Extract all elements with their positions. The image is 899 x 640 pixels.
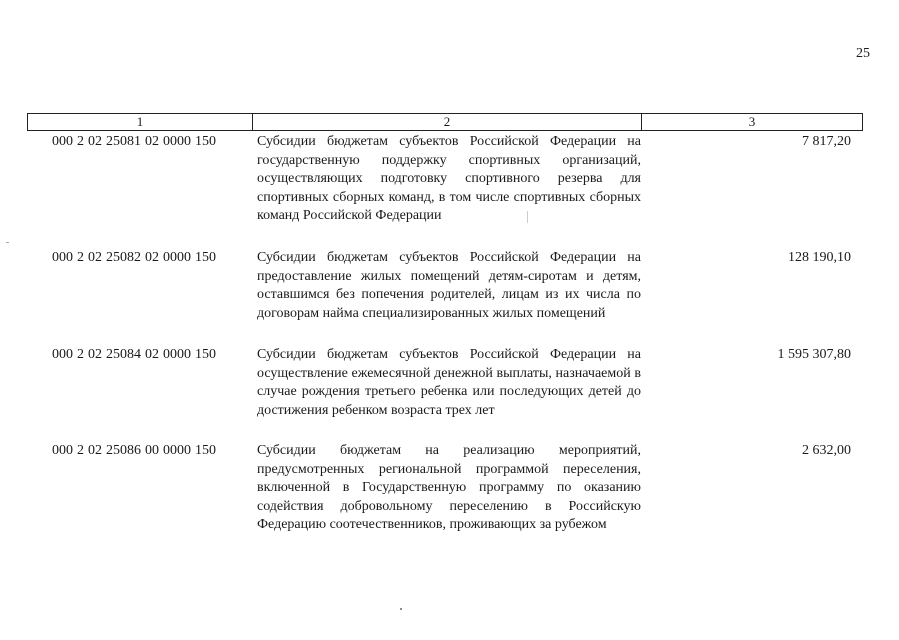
budget-code: 000 2 02 25084 02 0000 150 <box>52 347 216 362</box>
row-amount: 128 190,10 <box>788 250 851 265</box>
budget-code: 000 2 02 25082 02 0000 150 <box>52 250 216 265</box>
table-header-row <box>27 113 863 131</box>
row-amount: 1 595 307,80 <box>777 347 851 362</box>
budget-code: 000 2 02 25081 02 0000 150 <box>52 134 216 149</box>
scan-artifact <box>400 608 402 610</box>
row-description: Субсидии бюджетам на реализацию мероприятий, предусмотренных региональной программой переселения, включенной в Государственную программу по оказанию содействия добровольному переселению в Российскую Федерацию соотечественников, проживающих за рубежом <box>257 443 641 533</box>
scan-artifact <box>527 211 528 223</box>
row-description: Субсидии бюджетам субъектов Российской Федерации на осуществление ежемесячной денежной выплаты, назначаемой в случае рождения третьего ребенка или последующих детей до достижения ребенком возраста трех лет <box>257 347 641 418</box>
page-number: 25 <box>856 46 870 61</box>
column-header-3: 3 <box>748 114 756 129</box>
column-header-1: 1 <box>28 114 253 130</box>
row-description: Субсидии бюджетам субъектов Российской Федерации на предоставление жилых помещений детям-сиротам и детям, оставшимся без попечения родителей, лицам из их числа по договорам найма специализированных жилых помещений <box>257 250 641 321</box>
row-amount: 7 817,20 <box>802 134 851 149</box>
row-amount: 2 632,00 <box>802 443 851 458</box>
column-header-2: 2 <box>253 114 642 130</box>
budget-code: 000 2 02 25086 00 0000 150 <box>52 443 216 458</box>
row-description: Субсидии бюджетам субъектов Российской Федерации на государственную поддержку спортивных организаций, осуществляющих подготовку спортивного резерва для спортивных сборных команд, в том числе спортивных сборных команд Российской Федерации <box>257 134 641 224</box>
scan-artifact <box>6 242 9 243</box>
